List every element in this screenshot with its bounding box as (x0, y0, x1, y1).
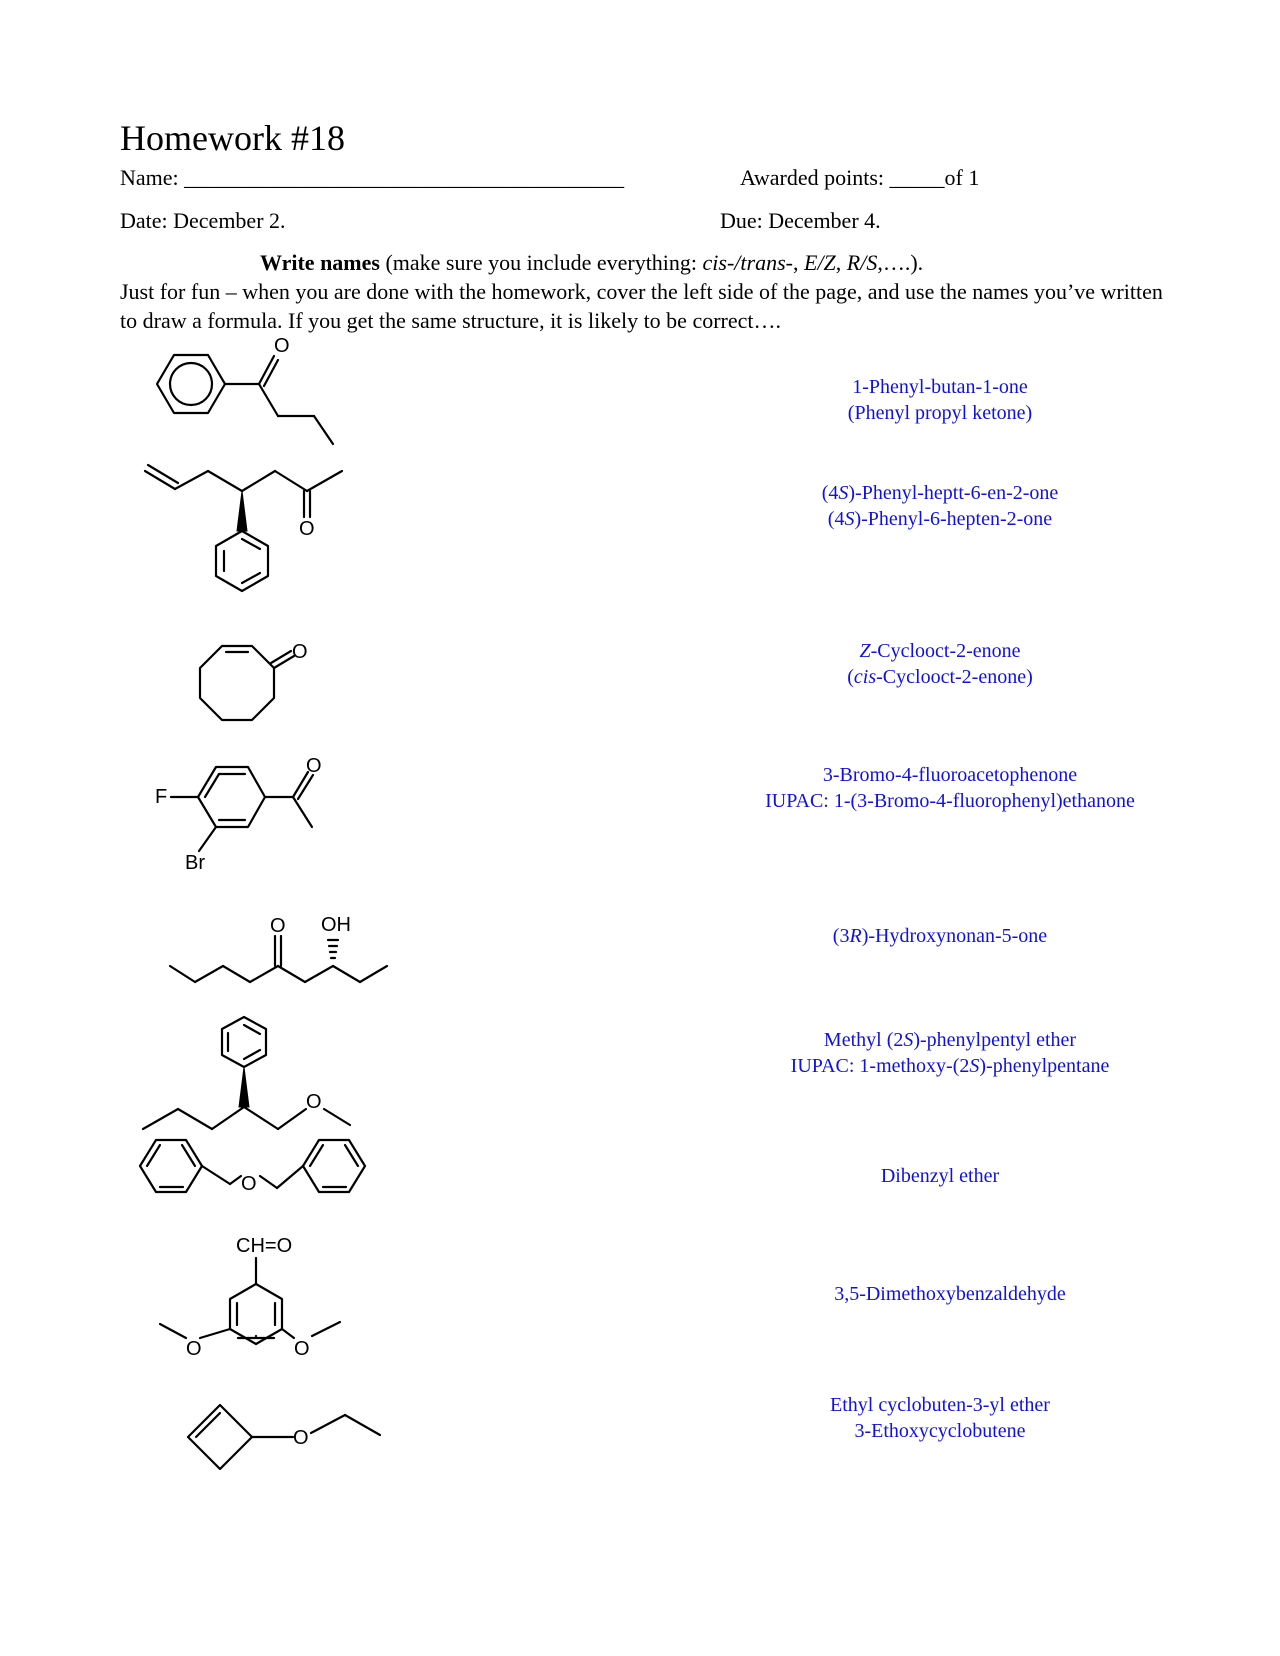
answer-4 (720, 762, 1180, 814)
atom-label: O (299, 518, 315, 540)
atom-label: O (293, 1427, 309, 1449)
date-label: Date: December 2. (120, 208, 286, 233)
answer-line: 3,5-Dimethoxybenzaldehyde (834, 1283, 1066, 1305)
atom-label: O (306, 1091, 322, 1113)
structure-4 (155, 755, 345, 874)
answer-9 (740, 1392, 1140, 1444)
instructions (120, 248, 1170, 335)
answer-8 (740, 1281, 1160, 1307)
instructions-comma: , (835, 250, 847, 275)
atom-label: O (270, 915, 286, 937)
instructions-rs: R/S (846, 250, 878, 275)
answer-stereo: R (849, 925, 862, 947)
atom-label: Br (185, 852, 205, 874)
answer-line (740, 1027, 1160, 1053)
answer-1 (740, 374, 1140, 426)
name-field[interactable]: Name: ________________________________________ (120, 165, 625, 190)
answer-stereo: S (969, 1055, 980, 1077)
answer-line: 1-Phenyl-butan-1-one (852, 376, 1028, 398)
atom-label: F (155, 786, 168, 808)
answer-text: )-Hydroxynonan-5-one (861, 925, 1048, 947)
due-label: Due: December 4. (720, 208, 881, 233)
answer-line: IUPAC: 1-(3-Bromo-4-fluorophenyl)ethanone (765, 790, 1135, 812)
structure-5 (165, 910, 415, 1000)
answer-text: ( (847, 666, 854, 688)
answer-5 (740, 923, 1140, 949)
answer-text: )-Phenyl-6-hepten-2-one (854, 508, 1053, 530)
atom-label: O (186, 1338, 202, 1360)
answer-7 (740, 1163, 1140, 1189)
structure-9 (175, 1395, 395, 1495)
answer-6 (740, 1027, 1160, 1079)
instructions-end: ,….). (877, 250, 924, 275)
atom-label: OH (321, 914, 351, 936)
answer-text: (4 (821, 482, 839, 504)
structure-6 (138, 1005, 378, 1140)
answer-stereo: cis (853, 666, 877, 688)
structure-8 (150, 1230, 350, 1360)
instructions-line (120, 248, 1170, 277)
structure-7 (135, 1128, 375, 1218)
atom-label: O (241, 1173, 257, 1195)
answer-text: IUPAC: 1-methoxy-(2 (790, 1055, 970, 1077)
atom-label: O (306, 755, 322, 777)
answer-text: )-phenylpentane (979, 1055, 1110, 1077)
answer-text: (4 (827, 508, 845, 530)
answer-stereo: Z (859, 640, 871, 662)
atom-label: O (292, 641, 308, 663)
atom-label: CH=O (236, 1235, 293, 1257)
answer-text: -Cyclooct-2-enone) (876, 666, 1033, 688)
answer-line: (Phenyl propyl ketone) (847, 402, 1033, 424)
answer-text: )-phenylpentyl ether (913, 1029, 1077, 1051)
answer-line (740, 923, 1140, 949)
instructions-cis-trans: cis-/trans- (702, 250, 793, 275)
answer-line: 3-Ethoxycyclobutene (854, 1420, 1026, 1442)
answer-line (740, 638, 1140, 664)
atom-label: O (274, 335, 290, 357)
awarded-points: Awarded points: _____of 1 (740, 165, 980, 190)
answer-line (740, 480, 1140, 506)
structure-1 (140, 335, 340, 450)
answer-line: Ethyl cyclobuten-3-yl ether (830, 1394, 1050, 1416)
instructions-text: (make sure you include everything: (379, 250, 703, 275)
answer-text: (3 (832, 925, 850, 947)
answer-text: -Cyclooct-2-enone (870, 640, 1021, 662)
structure-2 (140, 455, 360, 625)
instructions-bold: Write names (260, 250, 380, 275)
page-title: Homework #18 (120, 118, 345, 158)
answer-line (740, 1053, 1160, 1079)
answer-stereo: S (903, 1029, 914, 1051)
answer-line: 3-Bromo-4-fluoroacetophenone (822, 764, 1078, 786)
atom-label: O (294, 1338, 310, 1360)
instructions-ez: E/Z (804, 250, 836, 275)
answer-text: )-Phenyl-heptt-6-en-2-one (848, 482, 1059, 504)
answer-2 (740, 480, 1140, 532)
answer-line (740, 664, 1140, 690)
answer-text: Methyl (2 (823, 1029, 904, 1051)
answer-stereo: S (844, 508, 855, 530)
answer-3 (740, 638, 1140, 690)
answer-line (740, 506, 1140, 532)
instructions-fun: Just for fun – when you are done with the homework, cover the left side of the page, and use the names you’ve written to draw a formula. If you get the same structure, it is likely to be correct…. (120, 279, 1163, 333)
answer-stereo: S (838, 482, 849, 504)
structure-3 (180, 628, 340, 738)
answer-line: Dibenzyl ether (880, 1165, 1000, 1187)
instructions-comma: , (793, 250, 804, 275)
